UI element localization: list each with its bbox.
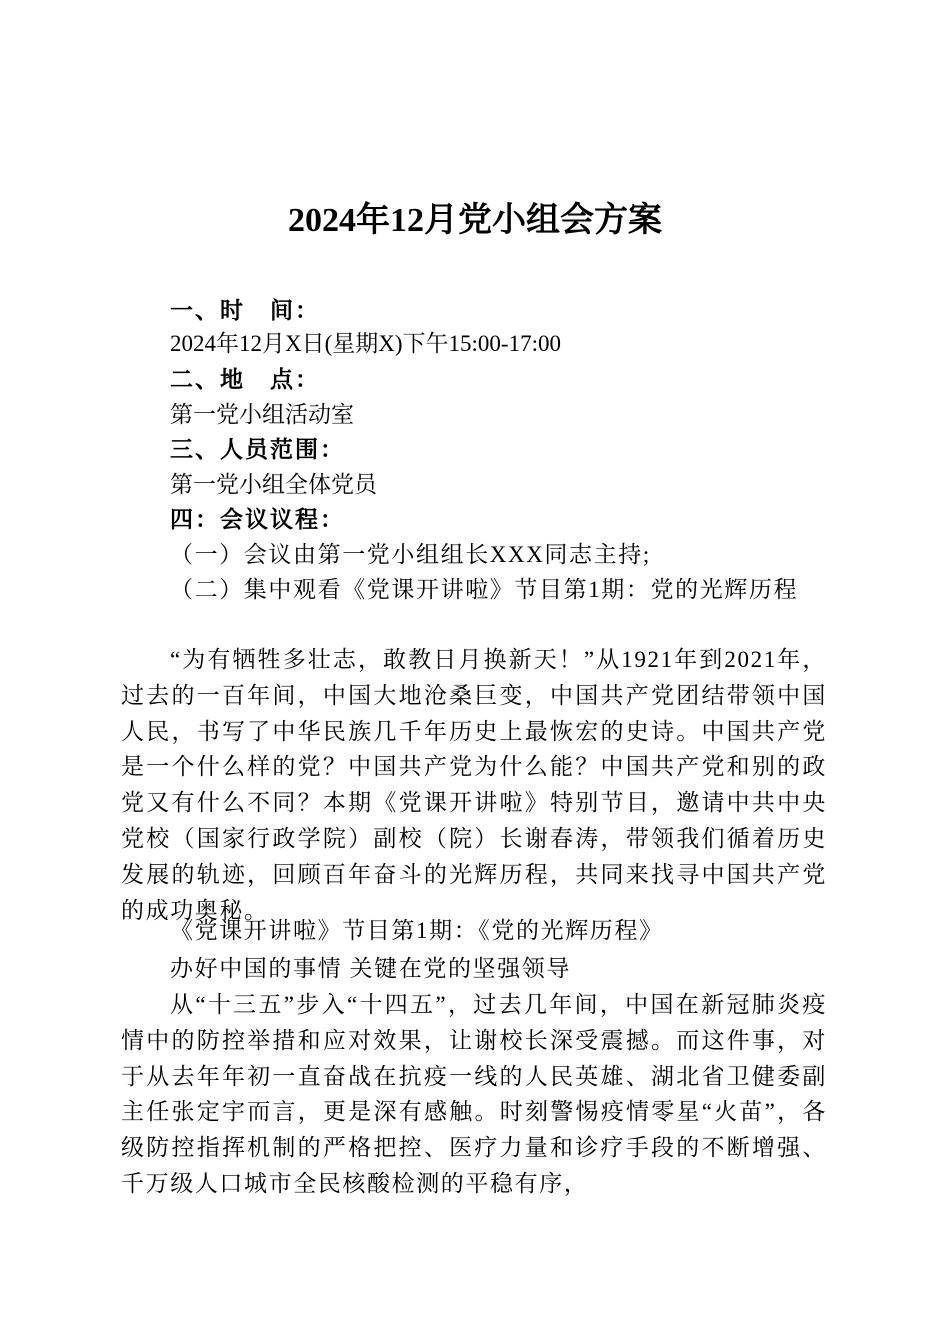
agenda-item-1: （一）会议由第一党小组组长XXX同志主持; — [170, 542, 651, 567]
section-heading-time: 一、时 间： — [170, 298, 320, 324]
section-heading-agenda: 四：会议议程： — [170, 507, 345, 533]
body-paragraph-program: 《党课开讲啦》节目第1期：《党的光辉历程》 — [170, 918, 664, 943]
body-paragraph-pandemic: 从“十三五”步入“十四五”，过去几年间，中国在新冠肺炎疫情中的防控举措和应对效果，让谢校长深受震撼。而这件事，对于从去年年初一直奋战在抗疫一线的人民英雄、湖北省卫健委副主任张定宇而言，更是深有感触。时刻警惕疫情零星“火苗”，各级防控指挥机制的严格把控、医疗力量和诊疗手段的不断增强、千万级人口城市全民核酸检测的平稳有序， — [121, 992, 827, 1196]
section-content-time: 2024年12月X日(星期X)下午15:00-17:00 — [170, 331, 561, 356]
section-content-location: 第一党小组活动室 — [170, 402, 354, 427]
section-content-attendees: 第一党小组全体党员 — [170, 472, 377, 497]
agenda-item-2: （二）集中观看《党课开讲啦》节目第1期：党的光辉历程 — [170, 577, 799, 602]
section-heading-attendees: 三、人员范围： — [170, 437, 345, 463]
section-heading-location: 二、地 点： — [170, 367, 320, 393]
body-paragraph-intro: “为有牺牲多壮志，敢教日月换新天！”从1921年到2021年，过去的一百年间，中国大地沧桑巨变，中国共产党团结带领中国人民，书写了中华民族几千年历史上最恢宏的史诗。中国共产党是一个什么样的党？中国共产党为什么能？中国共产党和别的政党又有什么不同？本期《党课开讲啦》特别节目，邀请中共中央党校（国家行政学院）副校（院）长谢春涛，带领我们循着历史发展的轨迹，回顾百年奋斗的光辉历程，共同来找寻中国共产党的成功奥秘。 — [121, 647, 827, 923]
document-title: 2024年12月党小组会方案 — [288, 202, 662, 239]
body-paragraph-subheading: 办好中国的事情 关键在党的坚强领导 — [170, 956, 571, 981]
